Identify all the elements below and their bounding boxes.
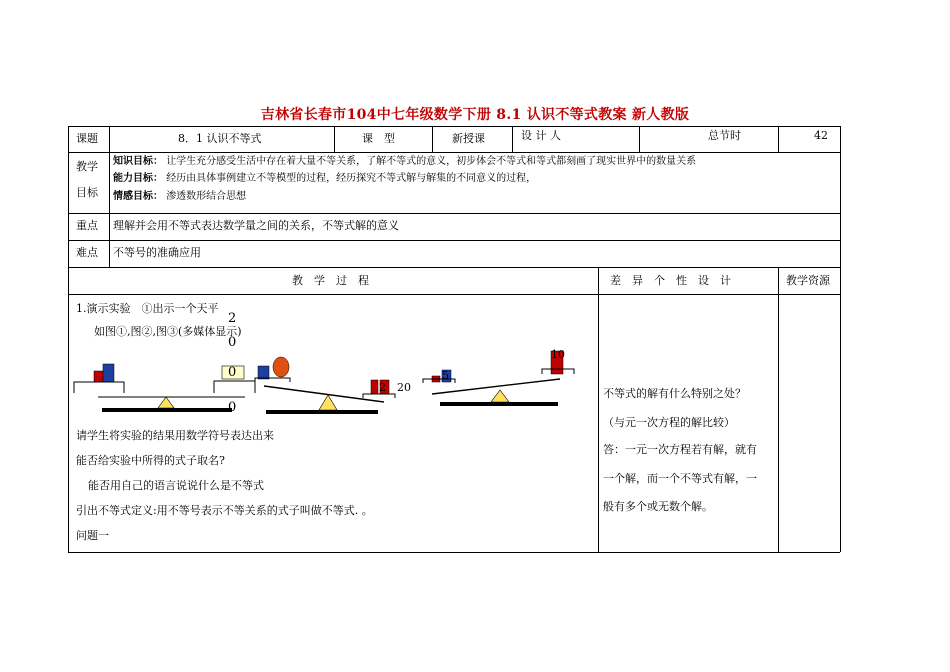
type-value: 新授课 bbox=[452, 132, 485, 145]
differentiation-answer-3: 般有多个或无数个解。 bbox=[603, 500, 713, 513]
figure-label-20: 20 bbox=[397, 381, 411, 394]
emotion-goal: 情感目标： 渗透数形结合思想 bbox=[113, 191, 247, 202]
figure-label-0a: 0 bbox=[228, 335, 237, 350]
goals-label-1: 教学 bbox=[76, 160, 98, 173]
difficulty-label: 难点 bbox=[76, 246, 98, 259]
balance-figure-2 bbox=[255, 357, 395, 414]
hours-label: 总节时 bbox=[708, 129, 741, 142]
figure-label-5: 5 bbox=[442, 369, 449, 382]
topic-value: 8．1 认识不等式 bbox=[178, 132, 262, 145]
figure-label-0b: 0 bbox=[228, 365, 237, 380]
differentiation-answer-1: 答：一元一次方程若有解，就有 bbox=[603, 443, 757, 456]
differentiation-question: 不等式的解有什么特别之处？ bbox=[603, 387, 746, 400]
figure-label-0c: 0 bbox=[228, 400, 237, 415]
process-line-4: 能否给实验中所得的式子取名? bbox=[76, 454, 225, 467]
process-line-6: 引出不等式定义:用不等号表示不等关系的式子叫做不等式. 。 bbox=[76, 504, 373, 517]
goals-label-2: 目标 bbox=[76, 186, 98, 199]
process-line-1: 1.演示实验 ①出示一个天平 bbox=[76, 302, 219, 315]
ability-goal: 能力目标： 经历由具体事例建立不等模型的过程，经历探究不等式解与解集的不同意义的过程， bbox=[113, 173, 537, 184]
figure-label-10: 10 bbox=[551, 348, 565, 361]
difficulty-text: 不等号的准确应用 bbox=[113, 246, 201, 259]
document-title: 吉林省长春市104中七年级数学下册 8.1 认识不等式教案 新人教版 bbox=[260, 107, 690, 123]
key-point-text: 理解并会用不等式表达数学量之间的关系，不等式解的意义 bbox=[113, 219, 399, 232]
differentiation-hint: （与元一次方程的解比较） bbox=[603, 416, 735, 429]
hours-value: 42 bbox=[814, 129, 828, 142]
designer-label: 设 计 人 bbox=[521, 129, 561, 142]
topic-label: 课题 bbox=[76, 132, 98, 145]
type-label: 课 型 bbox=[362, 132, 395, 145]
column-resources: 教学资源 bbox=[786, 274, 830, 287]
process-line-5: 能否用自己的语言说说什么是不等式 bbox=[88, 479, 264, 492]
key-point-label: 重点 bbox=[76, 219, 98, 232]
figure-label-2: 2 bbox=[228, 311, 237, 326]
column-process: 教 学 过 程 bbox=[292, 274, 369, 287]
knowledge-goal: 知识目标： 让学生充分感受生活中存在着大量不等关系，了解不等式的意义，初步体会不等式和等式都刻画了现实世界中的数量关系 bbox=[113, 156, 697, 167]
differentiation-answer-2: 一个解，而一个不等式有解，一 bbox=[603, 472, 757, 485]
column-differentiation: 差 异 个 性 设 计 bbox=[610, 274, 731, 287]
figure-label-2b: 2 bbox=[379, 381, 386, 394]
process-line-2: 如图①,图②,图③(多媒体显示) bbox=[94, 325, 242, 338]
process-line-3: 请学生将实验的结果用数学符号表达出来 bbox=[76, 429, 274, 442]
process-line-7: 问题一 bbox=[76, 529, 109, 542]
